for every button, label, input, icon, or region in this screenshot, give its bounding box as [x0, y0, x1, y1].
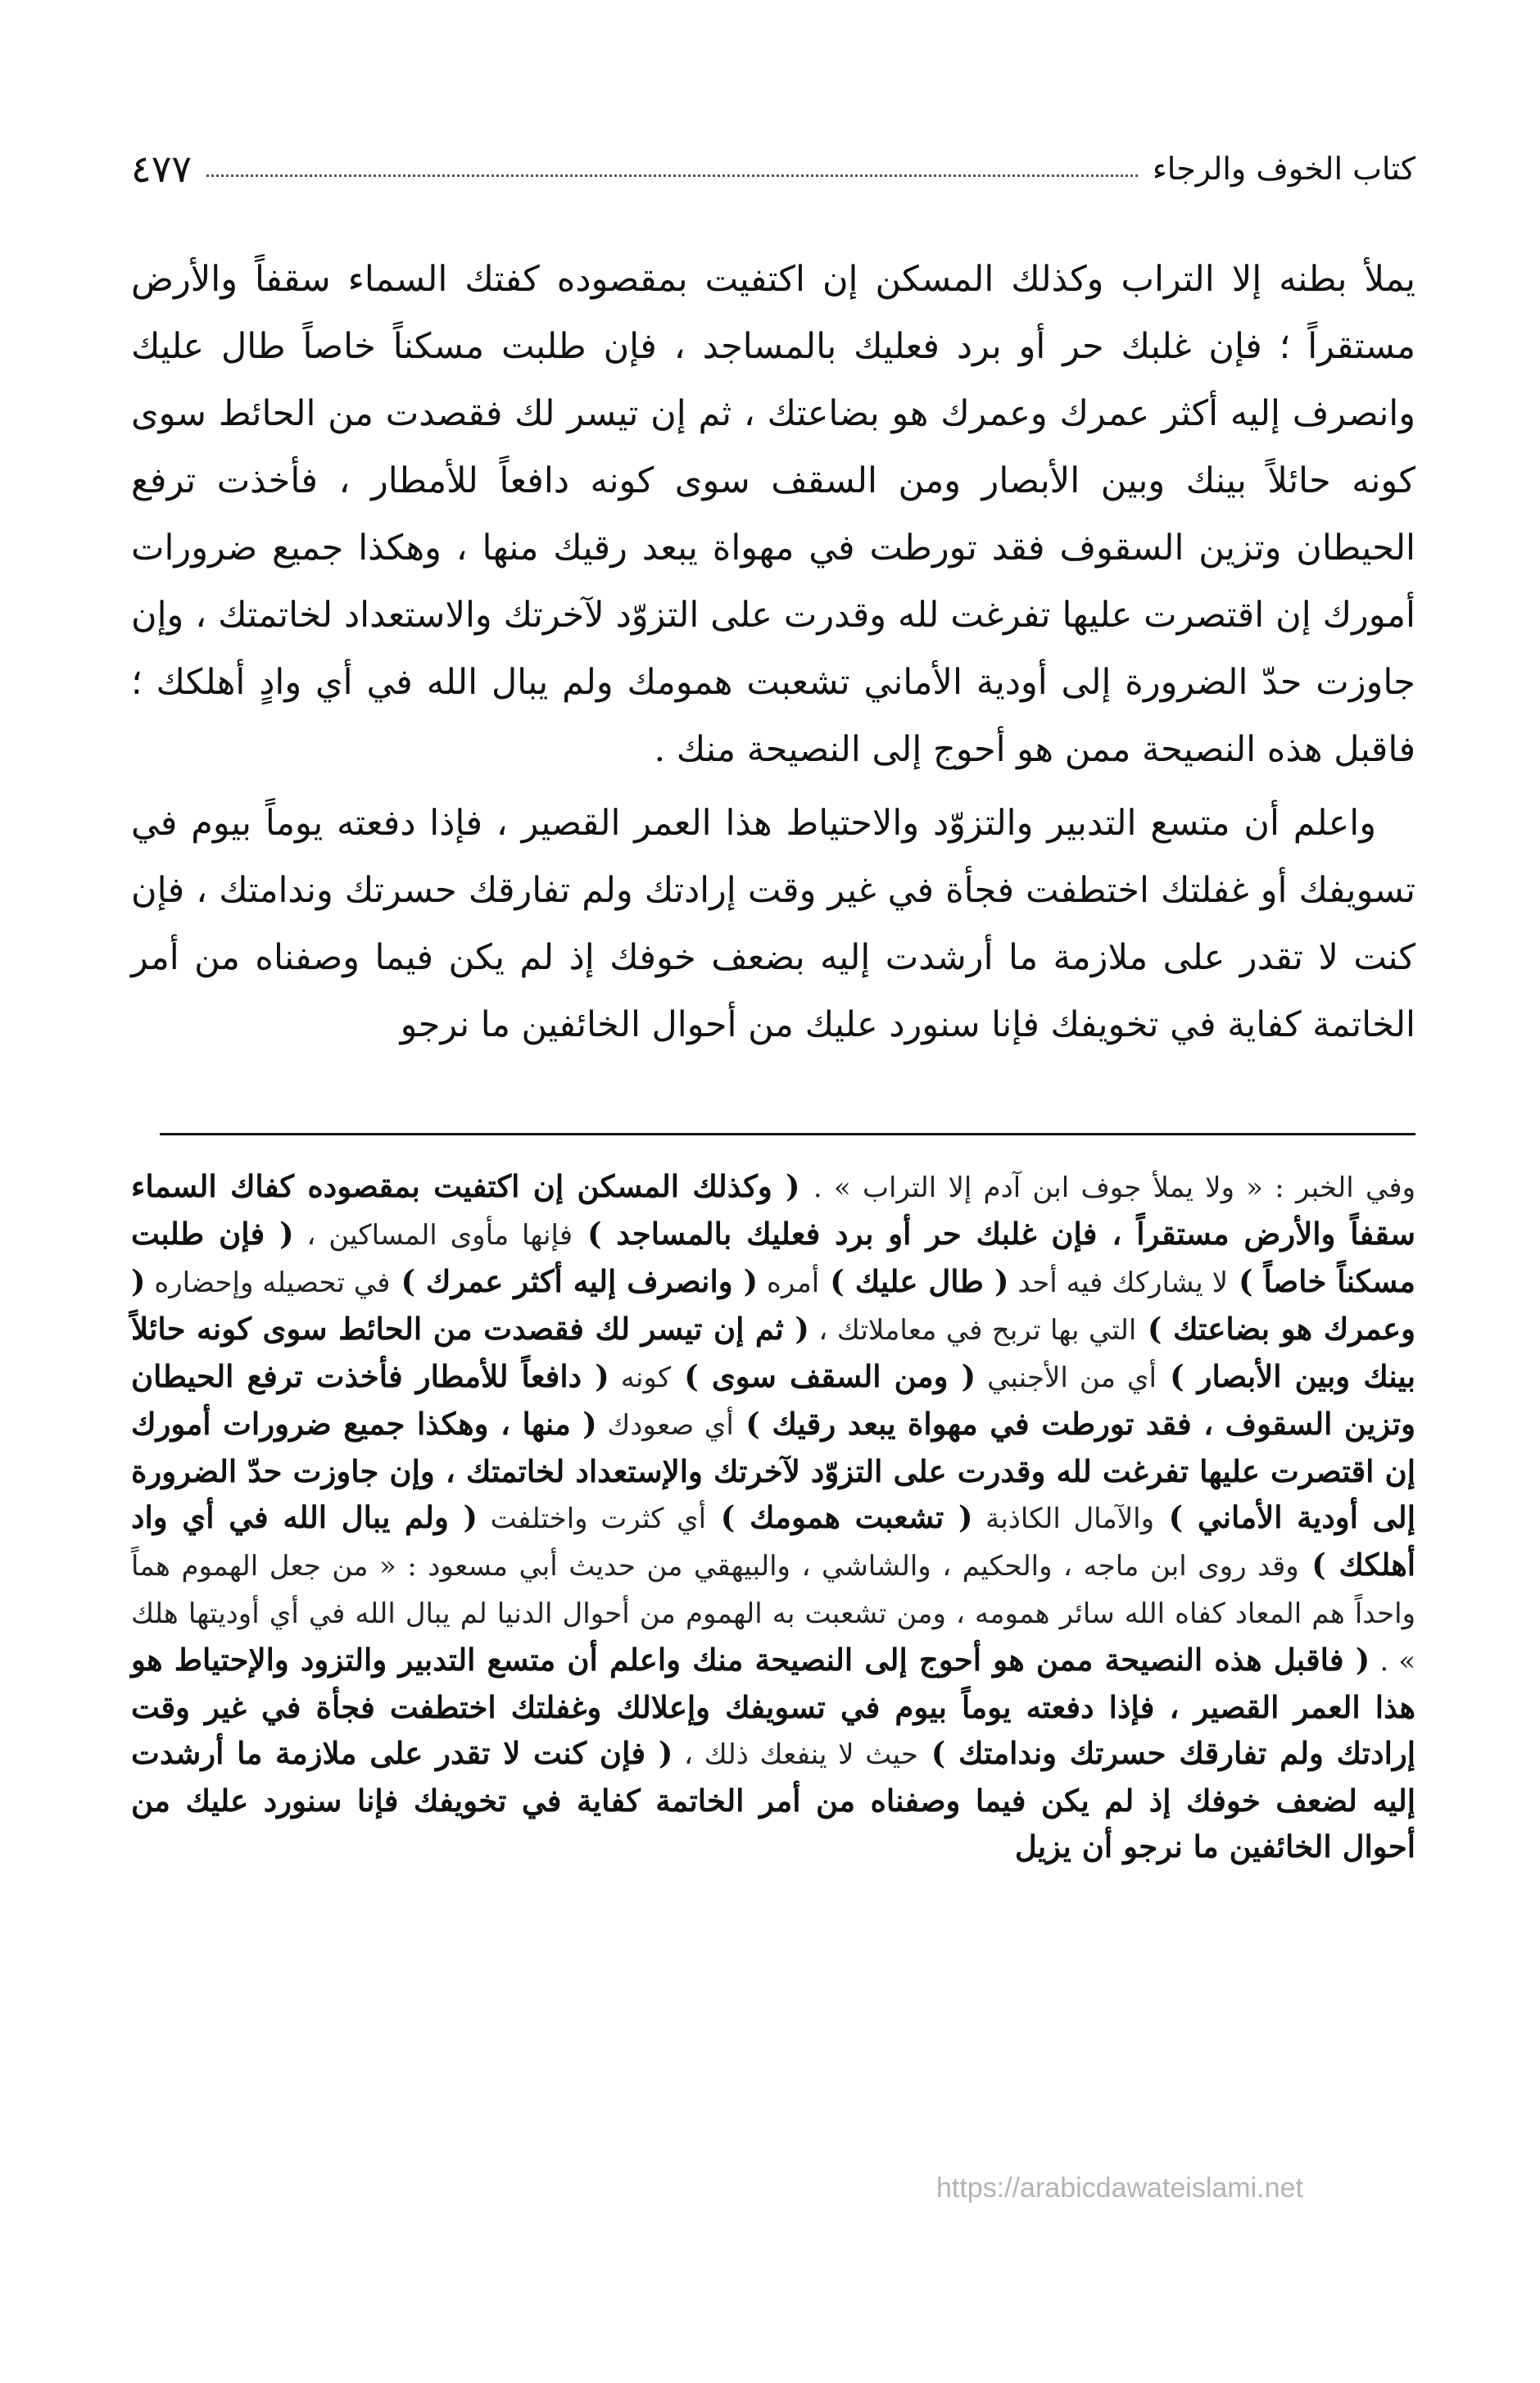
commentary-segment: لا يشاركك فيه أحد	[1008, 1266, 1228, 1299]
commentary-segment: ( دافعاً للأمطار فأخذت ترفع الحيطان وتزين السقوف ، فقد تورطت في مهواة يبعد رقيك )	[131, 1358, 1415, 1442]
commentary-segment: وفي الخبر : « ولا يملأ جوف ابن آدم إلا التراب » .	[813, 1171, 1415, 1204]
commentary-segment: أي من الأجنبي	[976, 1361, 1157, 1394]
commentary-segment: ( ثم إن تيسر لك فقصدت من الحائط سوى كونه حائلاً بينك وبين الأبصار )	[131, 1311, 1416, 1394]
main-paragraph-1: يملأ بطنه إلا التراب وكذلك المسكن إن اكتفيت بمقصوده كفتك السماء سقفاً والأرض مستقراً ؛ فإن غلبك حر أو برد فعليك بالمساجد ، فإن طلبت مسكناً خاصاً طال عليك وانصرف إليه أكثر عمرك وعمرك هو بضاعتك ، ثم إن تيسر لك فقصدت من الحائط سوى كونه حائلاً بينك وبين الأبصار ومن السقف سوى كونه دافعاً للأمطار ، فأخذت ترفع الحيطان وتزين السقوف فقد تورطت في مهواة يبعد رقيك منها ، وهكذا جميع ضرورات أمورك إن اقتصرت عليها تفرغت لله وقدرت على التزوّد لآخرتك والاستعداد لخاتمتك ، وإن جاوزت حدّ الضرورة إلى أودية الأماني تشعبت همومك ولم يبال الله في أي وادٍ أهلكك ؛ فاقبل هذه النصيحة ممن هو أحوج إلى النصيحة منك .	[131, 259, 1415, 770]
header-dot-leader	[206, 174, 1138, 177]
commentary-segment: والآمال الكاذبة	[972, 1502, 1154, 1535]
main-paragraph-2: واعلم أن متسع التدبير والتزوّد والاحتياط هذا العمر القصير ، فإذا دفعته يوماً بيوم في تسويفك أو غفلتك اختطفت فجأة في غير وقت إرادتك ولم تفارقك حسرتك وندامتك ، فإن كنت لا تقدر على ملازمة ما أرشدت إليه بضعف خوفك إذ لم يكن فيما وصفناه من أمر الخاتمة كفاية في تخويفك فإنا سنورد عليك من أحوال الخائفين ما نرجو	[131, 803, 1415, 1045]
commentary-segment: ( طال عليك )	[819, 1263, 1009, 1299]
running-title: كتاب الخوف والرجاء	[1152, 151, 1415, 187]
page-header	[131, 139, 1415, 198]
commentary-segment: ( منها ، وهكذا جميع ضرورات أمورك إن اقتصرت عليها تفرغت لله وقدرت على التزوّد لآخرتك والإستعداد لخاتمتك ، وإن جاوزت حدّ الضرورة إلى أودية الأماني )	[131, 1406, 1415, 1535]
main-text	[131, 246, 1415, 1058]
commentary-segment: ( تشعبت همومك )	[706, 1499, 973, 1535]
commentary-segment: ( وعمرك هو بضاعتك )	[131, 1263, 1415, 1347]
commentary-segment: ( ولم يبال الله في أي واد أهلكك )	[131, 1499, 1415, 1583]
commentary-segment: أي كثرت واختلفت	[478, 1502, 707, 1535]
commentary-segment: ( فإن طلبت مسكناً خاصاً )	[131, 1216, 1415, 1299]
commentary-segment: ( فإن كنت لا تقدر على ملازمة ما أرشدت إليه لضعف خوفك إذ لم يكن فيما وصفناه من أمر الخاتمة كفاية في تخويفك فإنا سنورد عليك من أحوال الخائفين ما نرجو أن يزيل	[131, 1735, 1415, 1864]
commentary-segment: أمره	[758, 1266, 820, 1299]
commentary-segment: التي بها تربح في معاملاتك ،	[808, 1314, 1137, 1347]
commentary-segment: كونه	[609, 1361, 672, 1394]
commentary-segment: في تحصيله وإحضاره	[145, 1266, 391, 1299]
commentary-segment: حيث لا ينفعك ذلك ،	[673, 1738, 918, 1771]
commentary-segment: ( وانصرف إليه أكثر عمرك )	[390, 1263, 759, 1299]
commentary-segment: أي صعودك	[596, 1409, 734, 1442]
footnote-separator-line	[160, 1133, 1415, 1135]
page-number: ٤٧٧	[131, 147, 192, 191]
commentary-segment: وقد روى ابن ماجه ، والحكيم ، والشاشي ، والبيهقي من حديث أبي مسعود : « من جعل الهموم هماً واحداً هم المعاد كفاه الله سائر همومه ، ومن تشعبت به الهموم من أحوال الدنيا لم يبال الله في أي أوديتها هلك » .	[131, 1550, 1416, 1678]
commentary-segment: ( فاقبل هذه النصيحة ممن هو أحوج إلى النصيحة منك واعلم أن متسع التدبير والتزود والإحتياط هو هذا العمر القصير ، فإذا دفعته يوماً بيوم في تسويفك وإعلالك وغفلتك اختطفت فجأة في غير وقت إرادتك ولم تفارقك حسرتك وندامتك )	[131, 1642, 1415, 1771]
commentary-segment: ( وكذلك المسكن إن اكتفيت بمقصوده كفاك السماء سقفاً والأرض مستقراً ، فإن غلبك حر أو برد فعليك بالمساجد )	[131, 1168, 1415, 1252]
commentary-paragraph	[131, 1163, 1415, 1869]
watermark-url: https://arabicdawateislami.net	[936, 2172, 1303, 2204]
commentary-segment: ( ومن السقف سوى )	[671, 1358, 976, 1394]
commentary-section	[131, 1163, 1415, 1869]
commentary-segment: فإنها مأوى المساكين ،	[293, 1219, 573, 1252]
